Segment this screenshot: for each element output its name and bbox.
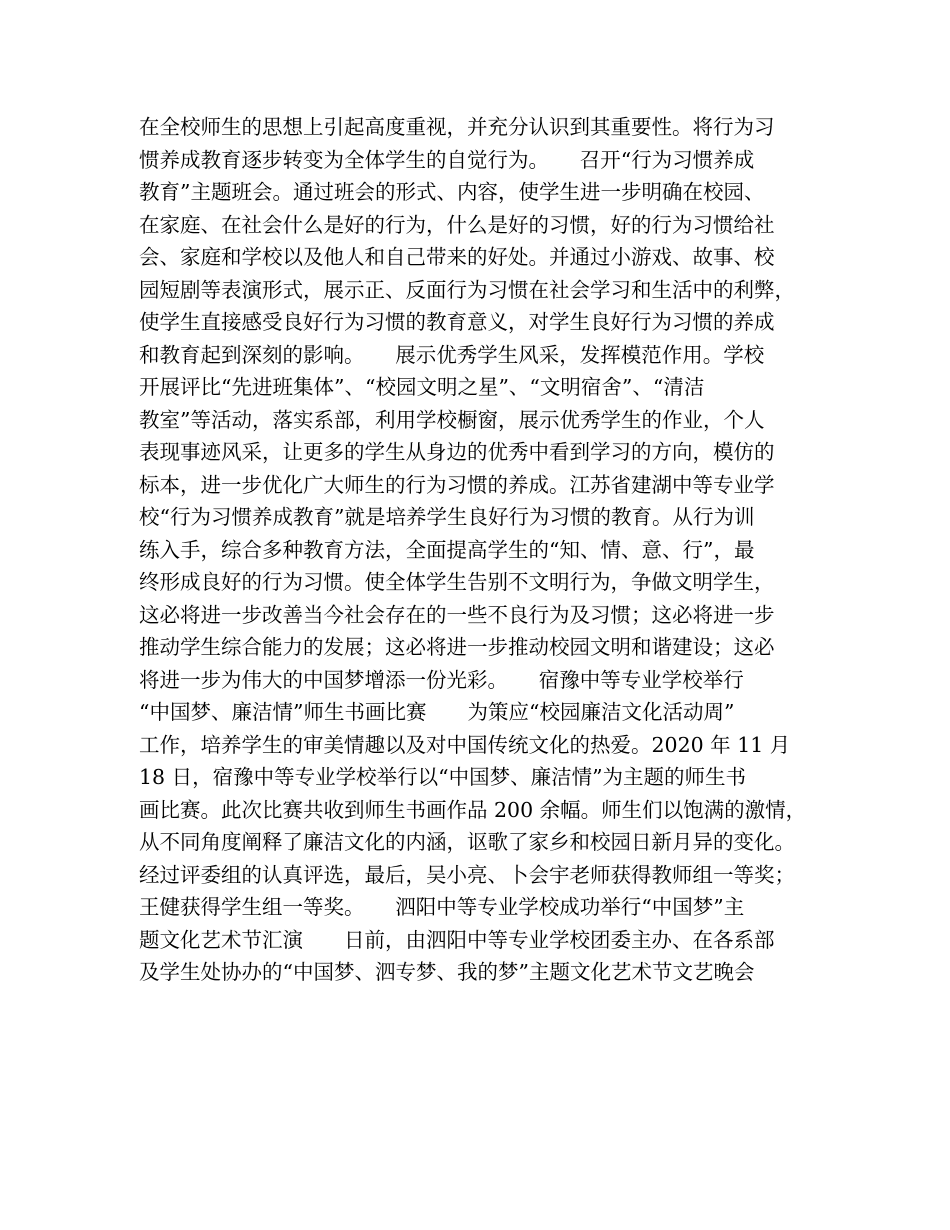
text-line: 教育”主题班会。通过班会的形式、内容，使学生进一步明确在校园、 <box>139 180 765 204</box>
text-line: 推动学生综合能力的发展；这必将进一步推动校园文明和谐建设；这必 <box>139 635 775 659</box>
body-text <box>139 111 829 989</box>
text-line: 开展评比“先进班集体”、“校园文明之星”、“文明宿舍”、“清洁 <box>139 375 705 399</box>
text-line: 教室”等活动，落实系部，利用学校橱窗，展示优秀学生的作业，个人 <box>139 407 765 432</box>
text-line: 在全校师生的思想上引起高度重视，并充分认识到其重要性。将行为习 <box>139 115 775 139</box>
text-line: 这必将进一步改善当今社会存在的一些不良行为及习惯；这必将进一步 <box>139 602 775 627</box>
text-line: 使学生直接感受良好行为习惯的教育意义，对学生良好行为习惯的养成 <box>139 310 775 334</box>
text-line: 工作，培养学生的审美情趣以及对中国传统文化的热爱。2020 年 11 月 <box>139 732 791 757</box>
text-line: 在家庭、在社会什么是好的行为，什么是好的习惯，好的行为习惯给社 <box>139 212 775 237</box>
text-line: 王健获得学生组一等奖。 泗阳中等专业学校成功举行“中国梦”主 <box>139 895 745 919</box>
text-line: 会、家庭和学校以及他人和自己带来的好处。并通过小游戏、故事、校 <box>139 245 775 269</box>
text-line: 经过评委组的认真评选，最后，吴小亮、卜会宇老师获得教师组一等奖； <box>139 862 795 887</box>
text-line: 18 日，宿豫中等专业学校举行以“中国梦、廉洁情”为主题的师生书 <box>139 765 747 789</box>
text-line: 校“行为习惯养成教育”就是培养学生良好行为习惯的教育。从行为训 <box>139 505 755 529</box>
text-line: 题文化艺术节汇演 日前，由泗阳中等专业学校团委主办、在各系部 <box>139 927 775 952</box>
text-line: 将进一步为伟大的中国梦增添一份光彩。 宿豫中等专业学校举行 <box>139 667 744 692</box>
text-line: “中国梦、廉洁情”师生书画比赛 为策应“校园廉洁文化活动周” <box>139 700 735 724</box>
text-line: 及学生处协办的“中国梦、泗专梦、我的梦”主题文化艺术节文艺晚会 <box>139 960 755 984</box>
text-line: 惯养成教育逐步转变为全体学生的自觉行为。 召开“行为习惯养成 <box>139 147 755 172</box>
text-line: 练入手，综合多种教育方法，全面提高学生的“知、情、意、行”，最 <box>139 537 755 562</box>
text-line: 从不同角度阐释了廉洁文化的内涵，讴歌了家乡和校园日新月异的变化。 <box>139 830 795 854</box>
text-line: 和教育起到深刻的影响。 展示优秀学生风采，发挥模范作用。学校 <box>139 342 765 367</box>
text-line: 园短剧等表演形式，展示正、反面行为习惯在社会学习和生活中的利弊， <box>139 277 795 302</box>
text-line: 表现事迹风采，让更多的学生从身边的优秀中看到学习的方向，模仿的 <box>139 440 775 464</box>
text-line: 画比赛。此次比赛共收到师生书画作品 200 余幅。师生们以饱满的激情， <box>139 797 807 822</box>
text-line: 标本，进一步优化广大师生的行为习惯的养成。江苏省建湖中等专业学 <box>139 472 775 497</box>
text-line: 终形成良好的行为习惯。使全体学生告别不文明行为，争做文明学生， <box>139 570 775 594</box>
